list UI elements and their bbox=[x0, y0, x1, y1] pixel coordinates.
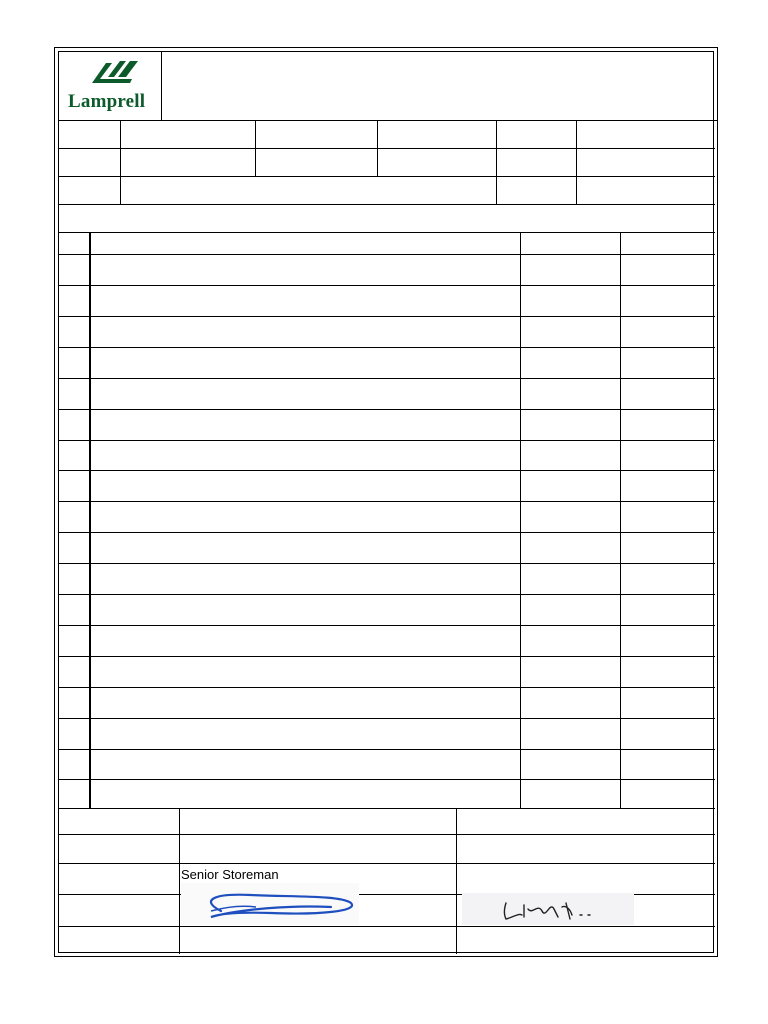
cell-divider bbox=[496, 120, 497, 204]
lamprell-logo-icon bbox=[62, 55, 162, 95]
table-row-line bbox=[59, 378, 715, 379]
table-row-line bbox=[59, 347, 715, 348]
company-logo bbox=[62, 55, 162, 121]
table-row-line bbox=[59, 687, 715, 688]
column-divider bbox=[620, 232, 621, 809]
cell-divider bbox=[377, 120, 378, 176]
row-line bbox=[59, 204, 715, 205]
company-name: Lamprell bbox=[68, 91, 146, 112]
row-line bbox=[59, 148, 715, 149]
footer-top-line bbox=[59, 808, 715, 809]
footer-line bbox=[59, 834, 715, 835]
table-row-line bbox=[59, 501, 715, 502]
footer-divider bbox=[179, 808, 180, 954]
cell-divider bbox=[255, 120, 256, 176]
table-row-line bbox=[59, 779, 715, 780]
footer-line bbox=[59, 926, 715, 927]
table-row-line bbox=[59, 563, 715, 564]
row-line bbox=[59, 176, 715, 177]
table-row-line bbox=[59, 470, 715, 471]
table-row-line bbox=[59, 625, 715, 626]
table-row-line bbox=[59, 409, 715, 410]
signatory-role: Senior Storeman bbox=[181, 867, 279, 882]
table-row-line bbox=[59, 594, 715, 595]
column-divider bbox=[89, 232, 91, 809]
signature-approver bbox=[462, 893, 634, 925]
header-bottom-line bbox=[59, 120, 717, 121]
form-inner-border bbox=[58, 51, 714, 953]
table-row-line bbox=[59, 285, 715, 286]
signature-storeman bbox=[181, 883, 359, 925]
table-row-line bbox=[59, 718, 715, 719]
table-top-line bbox=[59, 232, 715, 233]
cell-divider bbox=[120, 120, 121, 204]
table-row-line bbox=[59, 440, 715, 441]
table-row-line bbox=[59, 656, 715, 657]
table-row-line bbox=[59, 749, 715, 750]
cell-divider bbox=[576, 120, 577, 204]
table-row-line bbox=[59, 532, 715, 533]
table-row-line bbox=[59, 316, 715, 317]
footer-line bbox=[59, 863, 715, 864]
header-divider bbox=[161, 52, 162, 120]
form-outer-border bbox=[54, 47, 718, 957]
column-divider bbox=[520, 232, 521, 809]
footer-divider bbox=[456, 808, 457, 954]
table-header-line bbox=[59, 254, 715, 255]
